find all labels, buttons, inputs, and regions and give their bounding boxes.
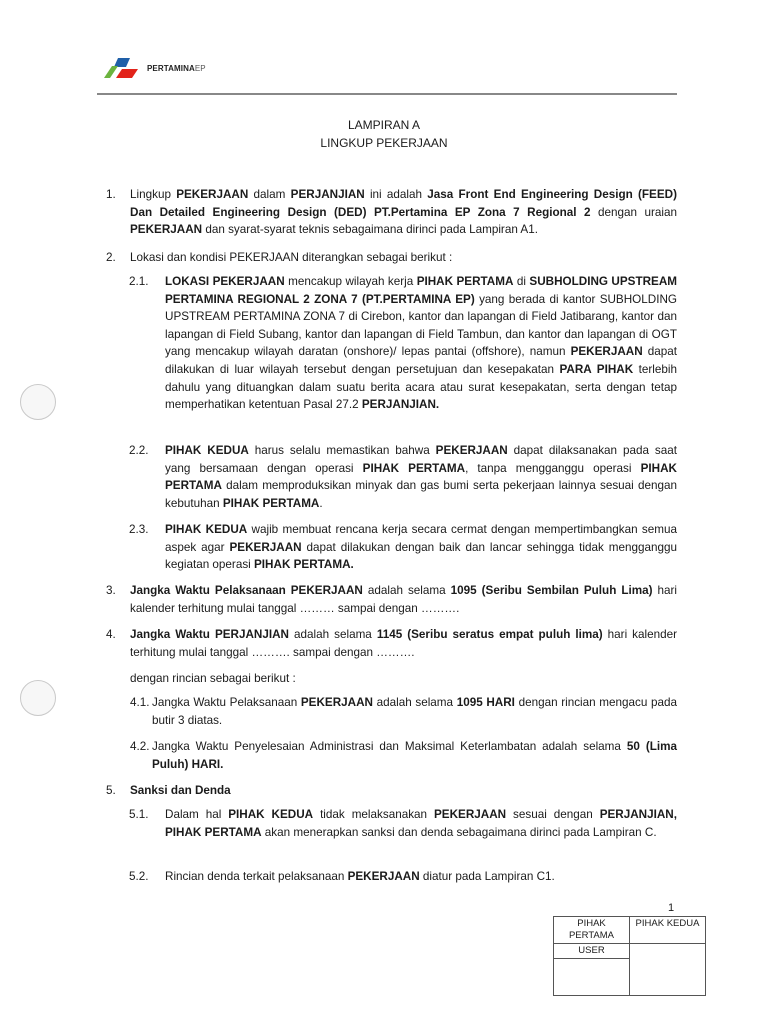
title-lampiran: LAMPIRAN A <box>347 118 421 132</box>
clause-5-1-text: Dalam hal PIHAK KEDUA tidak melaksanakan PEKERJAAN sesuai dengan PERJANJIAN, PIHAK PERTAMA akan menerapkan sanksi dan denda sebagaimana dirinci pada Lampiran C. <box>165 808 677 839</box>
clause-number: 2.3. <box>129 523 149 536</box>
clause-1 <box>106 186 677 239</box>
brand-suffix: EP <box>194 63 206 73</box>
clause-5-heading: Sanksi dan Denda <box>130 784 231 797</box>
clause-4-1-text: Jangka Waktu Pelaksanaan PEKERJAAN adalah selama 1095 HARI dengan rincian mengacu pada butir 3 diatas. <box>152 696 678 727</box>
brand-name <box>147 64 206 73</box>
clause-5-1 <box>129 806 677 841</box>
clause-4-text: Jangka Waktu PERJANJIAN adalah selama 1145 (Seribu seratus empat puluh lima) hari kalender terhitung mulai tanggal ………. sampai dengan ………. <box>130 628 678 659</box>
clause-4 <box>106 626 678 661</box>
sig-cell-empty <box>630 944 706 996</box>
clause-number: 4.2. <box>130 740 150 753</box>
clause-4-intro <box>130 670 677 688</box>
clause-5 <box>106 782 677 800</box>
clause-4-2 <box>130 738 677 773</box>
clause-number: 2.1. <box>129 275 149 288</box>
signature-table <box>553 916 706 996</box>
binder-hole <box>20 384 56 420</box>
clause-2-2 <box>129 442 677 512</box>
header-divider <box>97 93 677 95</box>
sig-cell-empty <box>554 959 630 996</box>
title-lingkup: LINGKUP PEKERJAAN <box>320 136 448 150</box>
clause-4-1 <box>130 694 678 729</box>
binder-hole <box>20 680 56 716</box>
clause-1-text: Lingkup PEKERJAAN dalam PERJANJIAN ini adalah Jasa Front End Engineering Design (FEED) Dan Detailed Engineering Design (DED) PT.Pertamina EP Zona 7 Regional 2 dengan uraian PEKERJAAN dan syarat-syarat teknis sebagaimana dirinci pada Lampiran A1. <box>130 188 677 237</box>
pertamina-ep-logo <box>104 56 206 80</box>
clause-4-2-text: Jangka Waktu Penyelesaian Administrasi dan Maksimal Keterlambatan adalah selama 50 (Lima Puluh) HARI. <box>152 740 677 771</box>
clause-number: 5. <box>106 784 116 797</box>
clause-2 <box>106 249 677 267</box>
sig-pihak-kedua: PIHAK KEDUA <box>630 917 706 944</box>
sig-user: USER <box>554 944 630 959</box>
clause-number: 4. <box>106 628 116 641</box>
clause-5-2-text: Rincian denda terkait pelaksanaan PEKERJAAN diatur pada Lampiran C1. <box>165 870 555 883</box>
clause-number: 5.1. <box>129 808 149 821</box>
clause-2-1 <box>129 273 677 414</box>
clause-3 <box>106 582 678 617</box>
clause-3-text: Jangka Waktu Pelaksanaan PEKERJAAN adalah selama 1095 (Seribu Sembilan Puluh Lima) hari kalender terhitung mulai tanggal ……… sampai dengan ………. <box>130 584 678 615</box>
clause-2-2-text: PIHAK KEDUA harus selalu memastikan bahwa PEKERJAAN dapat dilaksanakan pada saat yang bersamaan dengan operasi PIHAK PERTAMA, tanpa mengganggu operasi PIHAK PERTAMA dalam memproduksikan minyak dan gas bumi serta pekerjaan lainnya sesuai dengan kebutuhan PIHAK PERTAMA. <box>165 444 677 510</box>
sig-pihak-pertama: PIHAK PERTAMA <box>554 917 630 944</box>
document-title <box>0 116 768 152</box>
clause-number: 2. <box>106 251 116 264</box>
clause-number: 4.1. <box>130 696 150 709</box>
clause-2-3 <box>129 521 678 574</box>
clause-2-text: Lokasi dan kondisi PEKERJAAN diterangkan sebagai berikut : <box>130 251 453 264</box>
clause-4-intro-text: dengan rincian sebagai berikut : <box>130 672 296 685</box>
clause-number: 5.2. <box>129 870 149 883</box>
pertamina-logo-icon <box>104 56 144 80</box>
clause-2-1-text: LOKASI PEKERJAAN mencakup wilayah kerja PIHAK PERTAMA di SUBHOLDING UPSTREAM PERTAMINA REGIONAL 2 ZONA 7 (PT.PERTAMINA EP) yang berada di kantor SUBHOLDING UPSTREAM PERTAMINA ZONA 7 di Cirebon, kantor dan lapangan di Field Jatibarang, kantor dan lapangan di Field Subang, kantor dan lapangan di Field Tambun, dan kantor dan lapangan di OGT yang mencakup wilayah daratan (onshore)/ lepas pantai (offshore), namun PEKERJAAN dapat dilakukan di luar wilayah tersebut dengan persetujuan dan kesepakatan PARA PIHAK terlebih dahulu yang dituangkan dalam suatu berita acara atau surat kesepakatan, serta dengan tetap memperhatikan ketentuan Pasal 27.2 PERJANJIAN. <box>165 275 677 412</box>
clause-number: 2.2. <box>129 444 149 457</box>
page-number: 1 <box>668 902 675 914</box>
brand-text: PERTAMINA <box>147 63 195 73</box>
clause-number: 3. <box>106 584 116 597</box>
clause-5-2 <box>129 868 677 886</box>
clause-number: 1. <box>106 188 116 201</box>
clause-2-3-text: PIHAK KEDUA wajib membuat rencana kerja secara cermat dengan mempertimbangkan semua aspek agar PEKERJAAN dapat dilakukan dengan baik dan lancar sehingga tidak mengganggu kegiatan operasi PIHAK PERTAMA. <box>165 523 678 572</box>
